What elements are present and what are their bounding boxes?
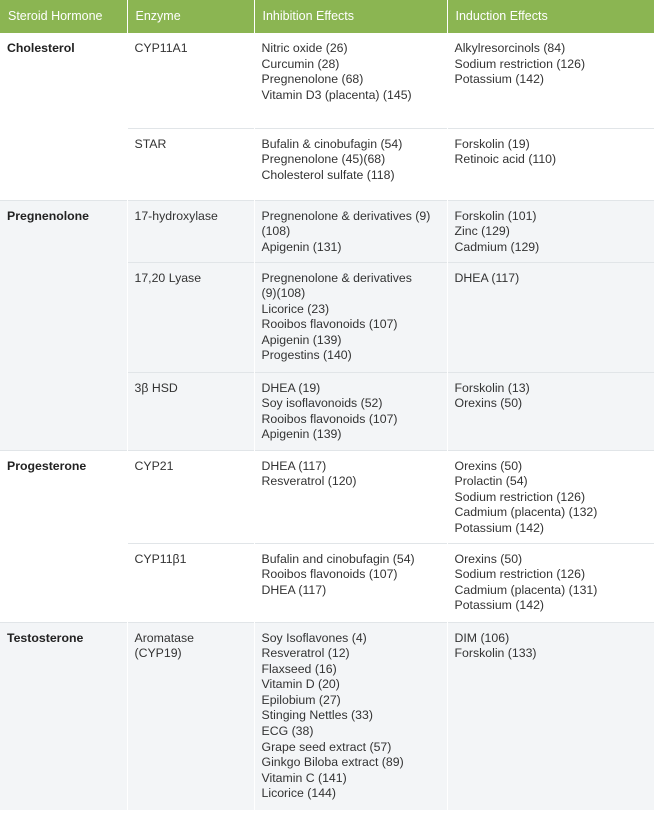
header-steroid-hormone: Steroid Hormone <box>0 0 127 33</box>
cell-line: Rooibos flavonoids (107) <box>261 317 398 332</box>
enzyme-cell <box>127 200 254 262</box>
cell-line: Prolactin (54) <box>454 474 528 489</box>
cell-line: Forskolin (101) <box>454 208 537 223</box>
induction-cell <box>447 543 654 622</box>
induction-cell <box>447 450 654 543</box>
cell-line: Forskolin (133) <box>454 646 537 661</box>
cell-line: Alkylresorcinols (84) <box>454 41 566 55</box>
cell-line: Cadmium (placenta) (131) <box>454 582 598 597</box>
induction-cell <box>447 622 654 810</box>
cell-line: 3β HSD <box>134 380 178 395</box>
cell-line: Epilobium (27) <box>261 692 341 707</box>
enzyme-cell <box>127 262 254 372</box>
induction-cell <box>447 262 654 372</box>
header-enzyme: Enzyme <box>127 0 254 33</box>
hormone-cell: Cholesterol <box>0 33 127 200</box>
cell-line: Grape seed extract (57) <box>261 739 392 754</box>
cell-line: Rooibos flavonoids (107) <box>261 411 398 426</box>
inhibition-cell <box>254 200 447 262</box>
cell-line: (108) <box>261 224 291 239</box>
cell-line: CYP21 <box>134 458 174 473</box>
cell-line: Orexins (50) <box>454 551 523 566</box>
cell-line: DHEA (19) <box>261 380 321 395</box>
cell-line: Stinging Nettles (33) <box>261 708 373 723</box>
table-row <box>0 622 654 810</box>
cell-line: 17,20 Lyase <box>134 270 202 285</box>
cell-line: Nitric oxide (26) <box>261 41 348 55</box>
cell-line: Bufalin & cinobufagin (54) <box>261 136 403 151</box>
cell-line: Pregnenolone (45)(68) <box>261 152 386 167</box>
cell-line: Sodium restriction (126) <box>454 489 586 504</box>
cell-line: Orexins (50) <box>454 458 523 473</box>
cell-line: Aromatase <box>134 630 194 645</box>
cell-line: Soy isoflavonoids (52) <box>261 396 383 411</box>
cell-line: Cadmium (placenta) (132) <box>454 505 598 520</box>
cell-line: Resveratrol (12) <box>261 646 350 661</box>
cell-line: Rooibos flavonoids (107) <box>261 567 398 582</box>
cell-line: Vitamin D3 (placenta) (145) <box>261 87 412 102</box>
induction-cell <box>447 33 654 128</box>
inhibition-cell <box>254 543 447 622</box>
cell-line: Pregnenolone (68) <box>261 72 364 87</box>
hormone-cell: Progesterone <box>0 450 127 622</box>
cell-line: Forskolin (19) <box>454 136 530 151</box>
hormone-cell: Testosterone <box>0 622 127 810</box>
cell-line: Flaxseed (16) <box>261 661 337 676</box>
inhibition-cell <box>254 128 447 200</box>
enzyme-cell <box>127 372 254 450</box>
table-body <box>0 33 654 810</box>
cell-line: Apigenin (139) <box>261 332 342 347</box>
header-row <box>0 0 654 33</box>
cell-line: Progestins (140) <box>261 348 352 363</box>
inhibition-cell <box>254 262 447 372</box>
inhibition-cell <box>254 450 447 543</box>
cell-line: Potassium (142) <box>454 520 545 535</box>
cell-line: CYP11β1 <box>134 551 187 566</box>
header-induction-effects: Induction Effects <box>447 0 654 33</box>
cell-line: Potassium (142) <box>454 598 545 613</box>
cell-line: Vitamin D (20) <box>261 677 340 692</box>
cell-line: Ginkgo Biloba extract (89) <box>261 755 404 770</box>
cell-line: Licorice (144) <box>261 786 336 801</box>
cell-line: Cadmium (129) <box>454 239 540 254</box>
cell-line: STAR <box>134 136 167 151</box>
table-row <box>0 200 654 262</box>
enzyme-cell <box>127 128 254 200</box>
cell-line: Cholesterol sulfate (118) <box>261 167 395 182</box>
induction-cell <box>447 128 654 200</box>
cell-line: Soy Isoflavones (4) <box>261 630 367 645</box>
cell-line: Bufalin and cinobufagin (54) <box>261 551 415 566</box>
cell-line: (CYP19) <box>134 646 182 661</box>
cell-line: Curcumin (28) <box>261 56 340 71</box>
cell-line: DHEA (117) <box>261 582 327 597</box>
cell-line: ECG (38) <box>261 724 314 739</box>
cell-line: Sodium restriction (126) <box>454 567 586 582</box>
cell-line: Apigenin (131) <box>261 239 342 254</box>
induction-cell <box>447 200 654 262</box>
inhibition-cell <box>254 622 447 810</box>
cell-line: DIM (106) <box>454 630 510 645</box>
cell-line: Potassium (142) <box>454 72 545 87</box>
cell-line: Vitamin C (141) <box>261 770 347 785</box>
cell-line: Zinc (129) <box>454 224 510 239</box>
cell-line: (9)(108) <box>261 286 306 301</box>
cell-line: Sodium restriction (126) <box>454 56 586 71</box>
enzyme-cell <box>127 33 254 128</box>
enzyme-cell <box>127 450 254 543</box>
cell-line: Orexins (50) <box>454 396 523 411</box>
inhibition-cell <box>254 372 447 450</box>
cell-line: Retinoic acid (110) <box>454 152 557 167</box>
cell-line: Resveratrol (120) <box>261 474 357 489</box>
table-row <box>0 33 654 128</box>
cell-line: DHEA (117) <box>261 458 327 473</box>
induction-cell <box>447 372 654 450</box>
hormone-cell: Pregnenolone <box>0 200 127 450</box>
cell-line: Apigenin (139) <box>261 427 342 442</box>
enzyme-cell <box>127 622 254 810</box>
table-row <box>0 450 654 543</box>
cell-line: Pregnenolone & derivatives (9) <box>261 208 431 223</box>
cell-line: Forskolin (13) <box>454 380 530 395</box>
cell-line: 17-hydroxylase <box>134 208 218 223</box>
inhibition-cell <box>254 33 447 128</box>
enzyme-cell <box>127 543 254 622</box>
cell-line: Pregnenolone & derivatives <box>261 270 412 285</box>
cell-line: Licorice (23) <box>261 301 330 316</box>
cell-line: DHEA (117) <box>454 270 520 285</box>
header-inhibition-effects: Inhibition Effects <box>254 0 447 33</box>
cell-line: CYP11A1 <box>134 41 188 55</box>
